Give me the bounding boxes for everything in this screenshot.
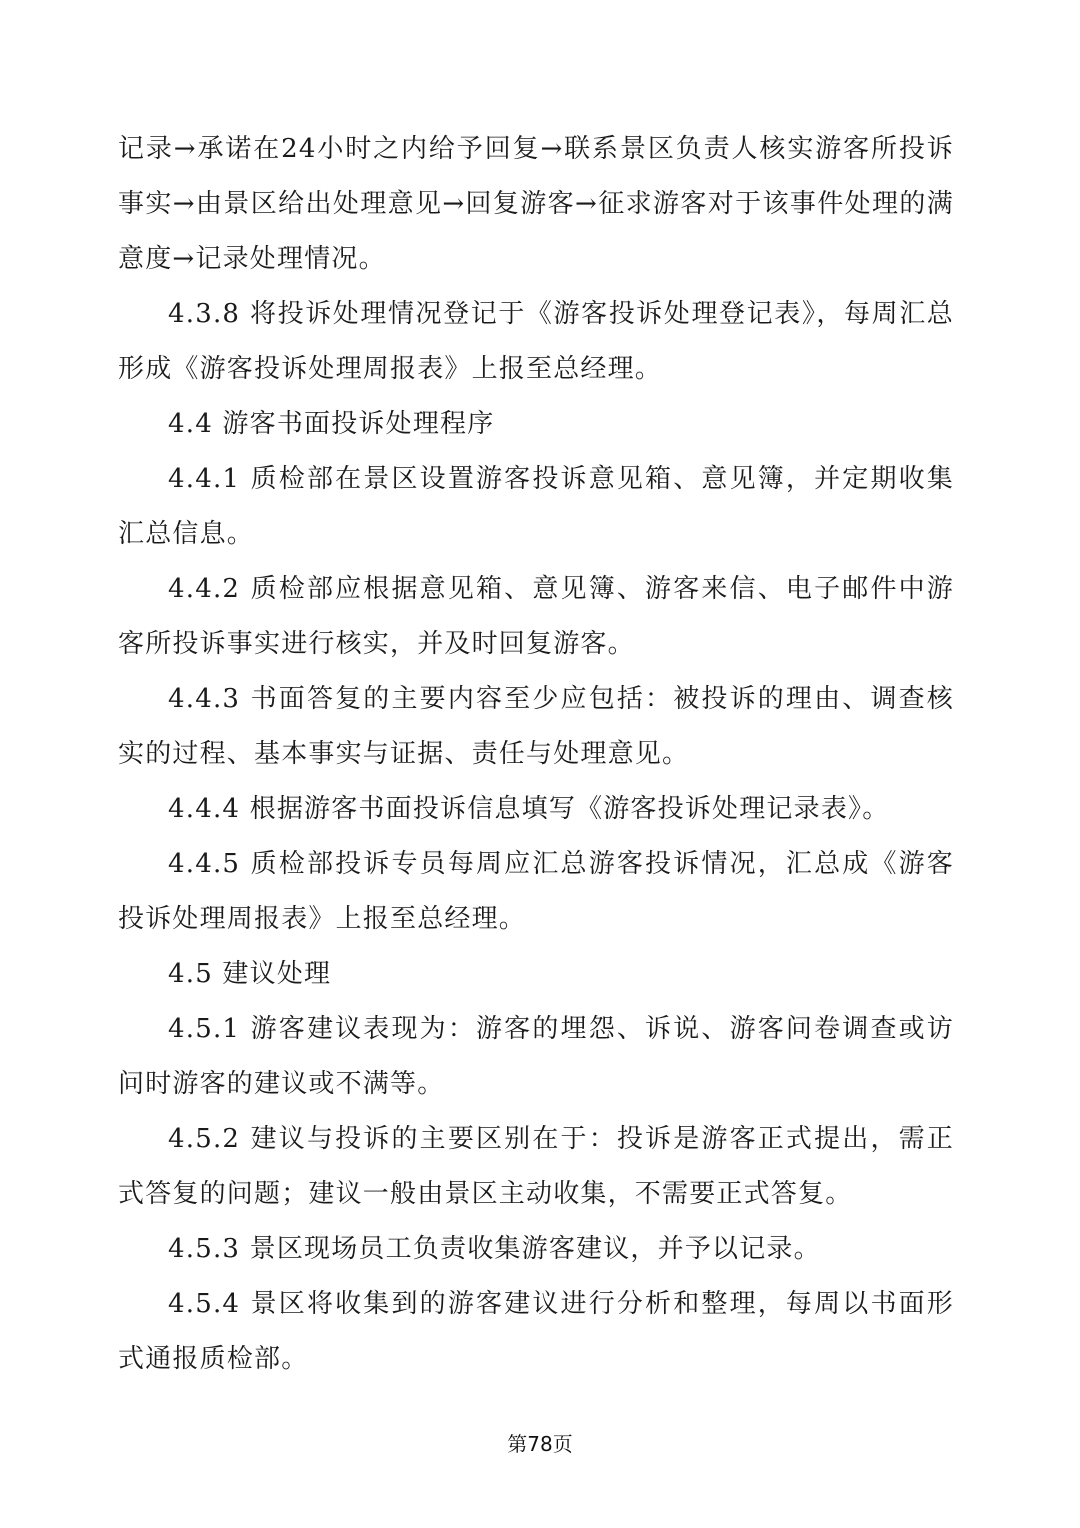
- paragraph: 4.5.3 景区现场员工负责收集游客建议，并予以记录。: [168, 1234, 821, 1264]
- paragraph: 4.5.2 建议与投诉的主要区别在于：投诉是游客正式提出，需正式答复的问题；建议一般由景区主动收集，不需要正式答复。: [118, 1124, 954, 1209]
- paragraph: 4.4.5 质检部投诉专员每周应汇总游客投诉情况，汇总成《游客投诉处理周报表》上报至总经理。: [118, 849, 954, 934]
- section-heading: 4.4 游客书面投诉处理程序: [168, 409, 495, 439]
- document-body: [118, 122, 954, 1387]
- paragraph: 4.4.4 根据游客书面投诉信息填写《游客投诉处理记录表》。: [168, 794, 890, 824]
- paragraph: 4.5.4 景区将收集到的游客建议进行分析和整理，每周以书面形式通报质检部。: [118, 1289, 954, 1374]
- paragraph: 记录→承诺在24小时之内给予回复→联系景区负责人核实游客所投诉事实→由景区给出处理意见→回复游客→征求游客对于该事件处理的满意度→记录处理情况。: [118, 134, 954, 274]
- paragraph: 4.3.8 将投诉处理情况登记于《游客投诉处理登记表》，每周汇总形成《游客投诉处理周报表》上报至总经理。: [118, 299, 954, 384]
- paragraph: 4.5.1 游客建议表现为：游客的埋怨、诉说、游客问卷调查或访问时游客的建议或不满等。: [118, 1014, 954, 1099]
- paragraph: 4.4.3 书面答复的主要内容至少应包括：被投诉的理由、调查核实的过程、基本事实与证据、责任与处理意见。: [118, 684, 954, 769]
- paragraph: 4.4.2 质检部应根据意见箱、意见簿、游客来信、电子邮件中游客所投诉事实进行核实，并及时回复游客。: [118, 574, 954, 659]
- page-number: 第78页: [507, 1432, 573, 1456]
- paragraph: 4.4.1 质检部在景区设置游客投诉意见箱、意见簿，并定期收集汇总信息。: [118, 464, 954, 549]
- section-heading: 4.5 建议处理: [168, 959, 332, 989]
